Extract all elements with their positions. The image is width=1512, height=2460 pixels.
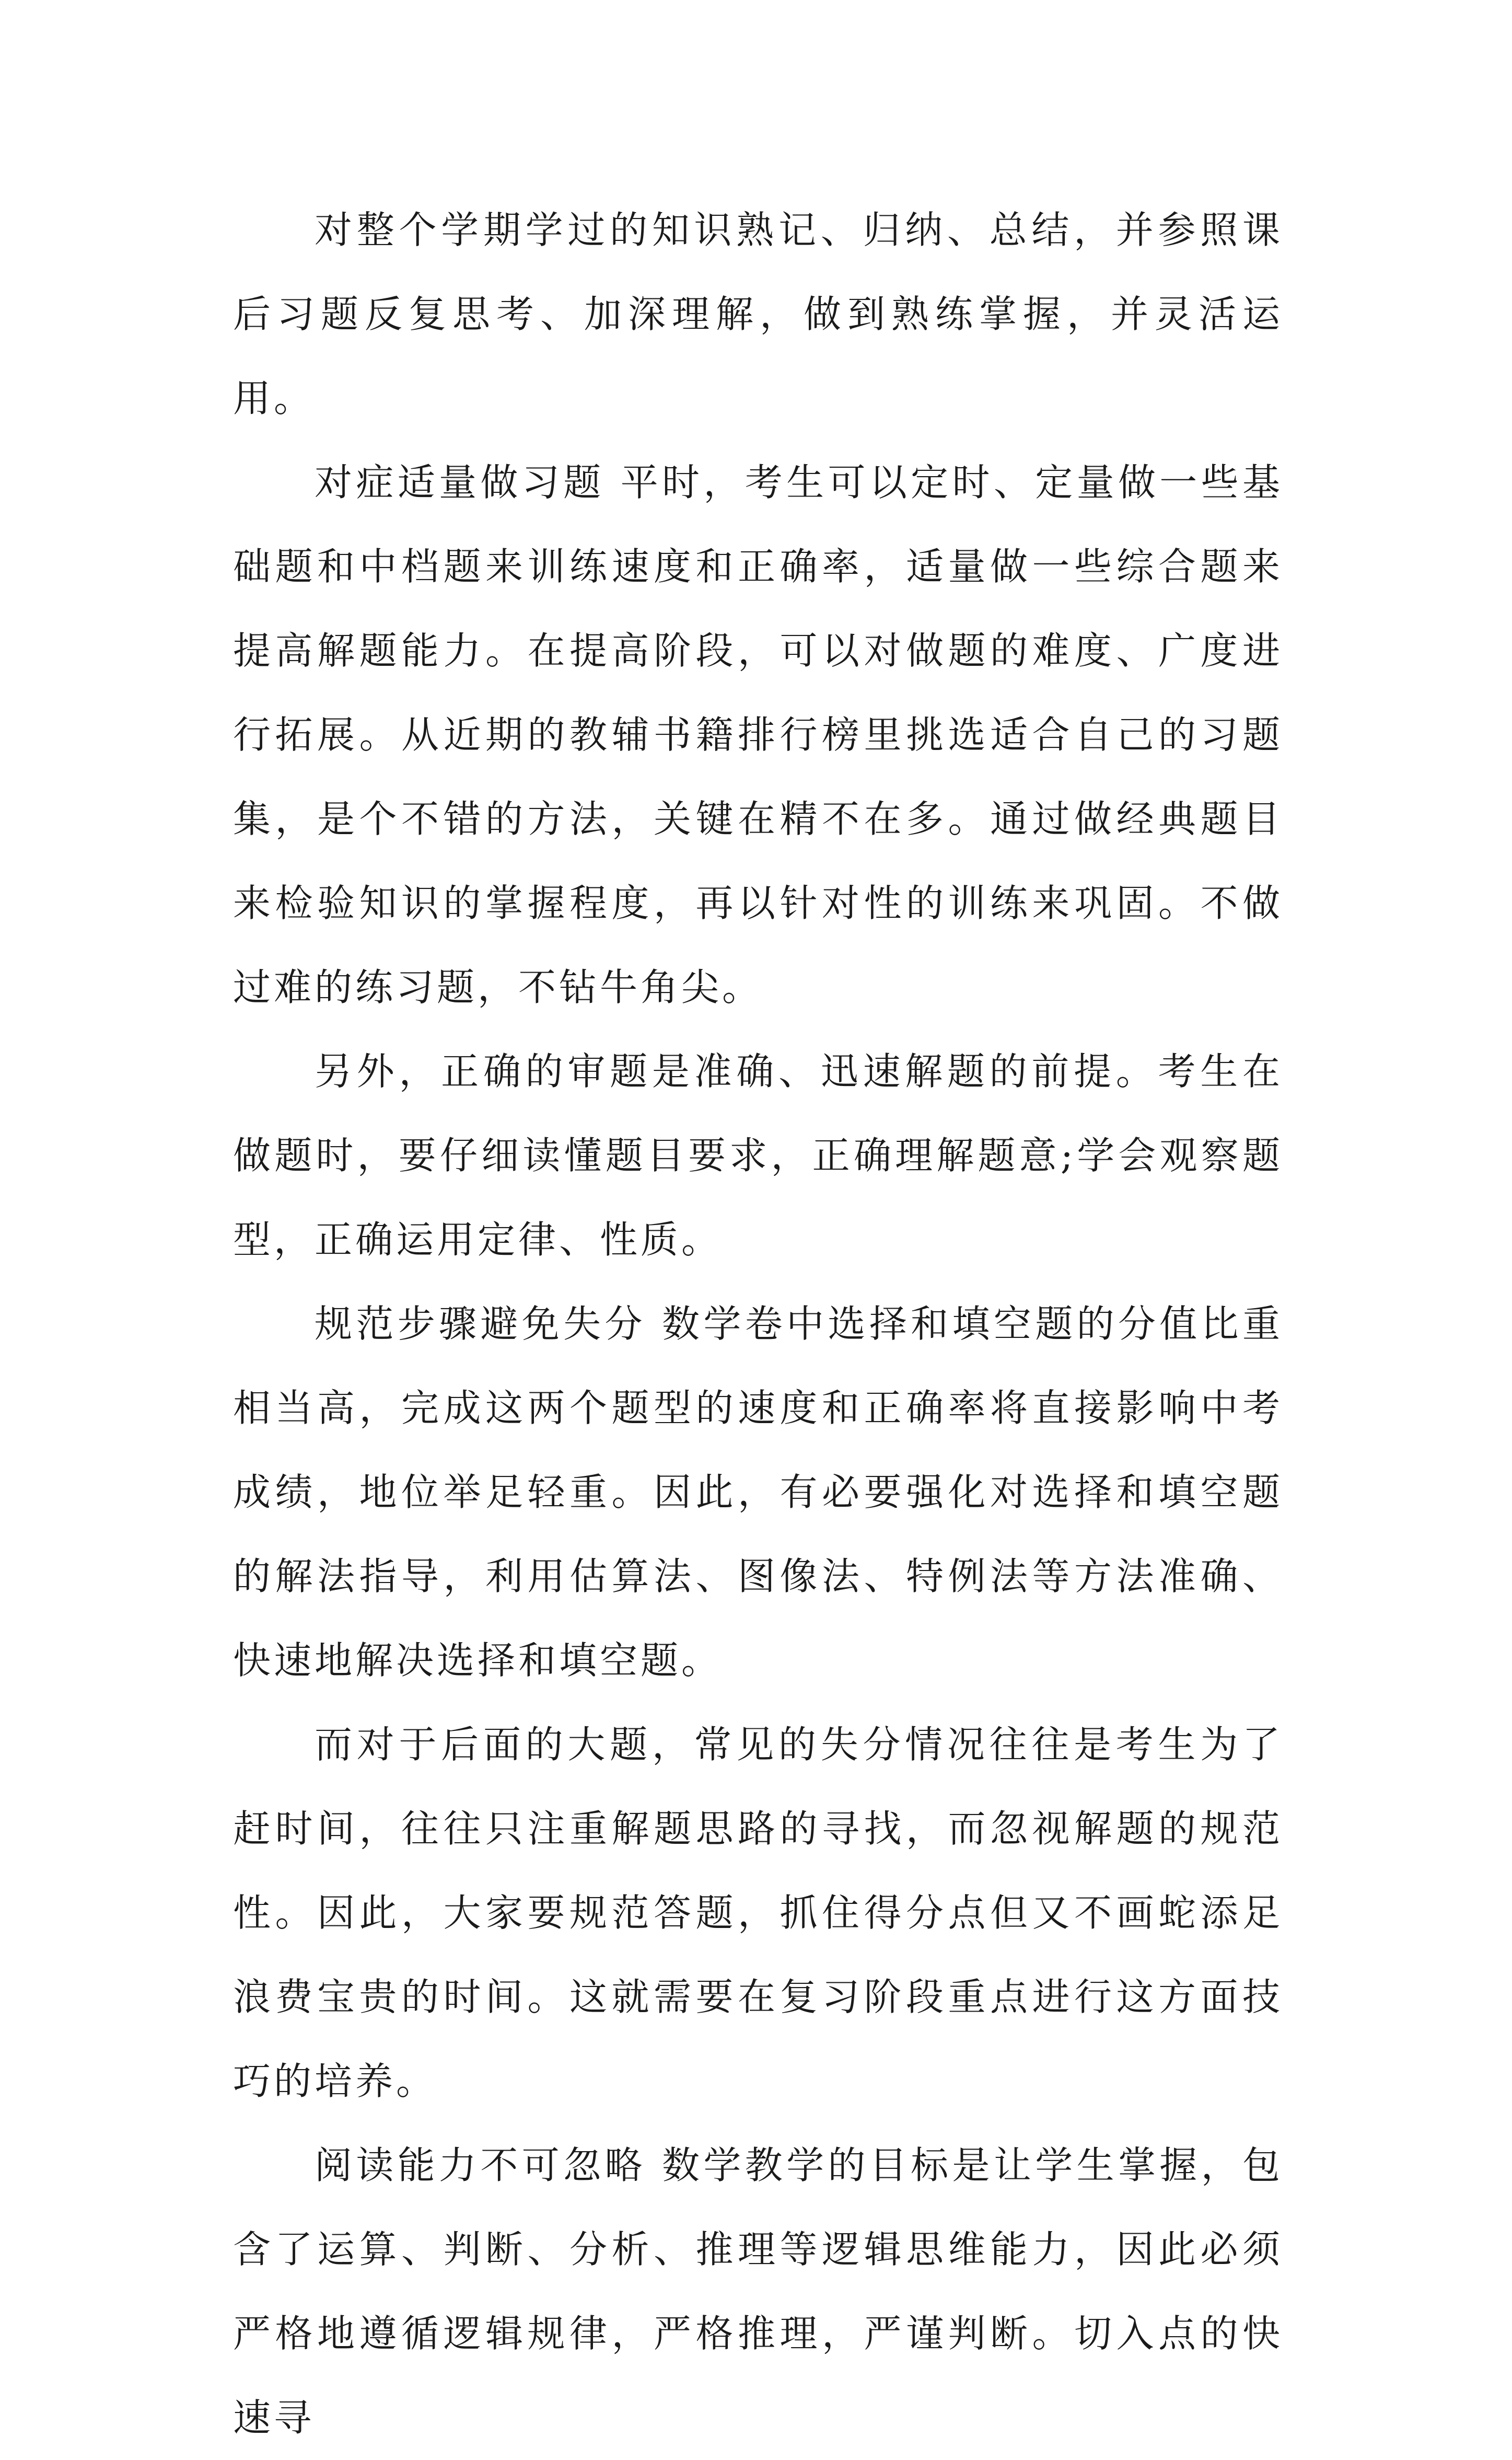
paragraph-reading-questions: 另外，正确的审题是准确、迅速解题的前提。考生在做题时，要仔细读懂题目要求，正确理解题意;学会观察题型，正确运用定律、性质。 [233,1049,1283,1262]
paragraph-major-questions: 而对于后面的大题，常见的失分情况往往是考生为了赶时间，往往只注重解题思路的寻找，而忽视解题的规范性。因此，大家要规范答题，抓住得分点但又不画蛇添足浪费宝贵的时间。这就需要在复习阶段重点进行这方面技巧的培养。 [233,1723,1283,2103]
body-text [233,188,1283,2460]
paragraph-practice-exercises: 对症适量做习题 平时，考生可以定时、定量做一些基础题和中档题来训练速度和正确率，适量做一些综合题来提高解题能力。在提高阶段，可以对做题的难度、广度进行拓展。从近期的教辅书籍排行榜里挑选适合自己的习题集，是个不错的方法，关键在精不在多。通过做经典题目来检验知识的掌握程度，再以针对性的训练来巩固。不做过难的练习题，不钻牛角尖。 [233,460,1283,1009]
paragraph-reading-ability: 阅读能力不可忽略 数学教学的目标是让学生掌握，包含了运算、判断、分析、推理等逻辑思维能力，因此必须严格地遵循逻辑规律，严格推理，严谨判断。切入点的快速寻 [233,2143,1283,2440]
paragraph-standard-steps: 规范步骤避免失分 数学卷中选择和填空题的分值比重相当高，完成这两个题型的速度和正确率将直接影响中考成绩，地位举足轻重。因此，有必要强化对选择和填空题的解法指导，利用估算法、图像法、特例法等方法准确、快速地解决选择和填空题。 [233,1302,1283,1682]
paragraph-review-knowledge: 对整个学期学过的知识熟记、归纳、总结，并参照课后习题反复思考、加深理解，做到熟练掌握，并灵活运用。 [233,208,1283,420]
